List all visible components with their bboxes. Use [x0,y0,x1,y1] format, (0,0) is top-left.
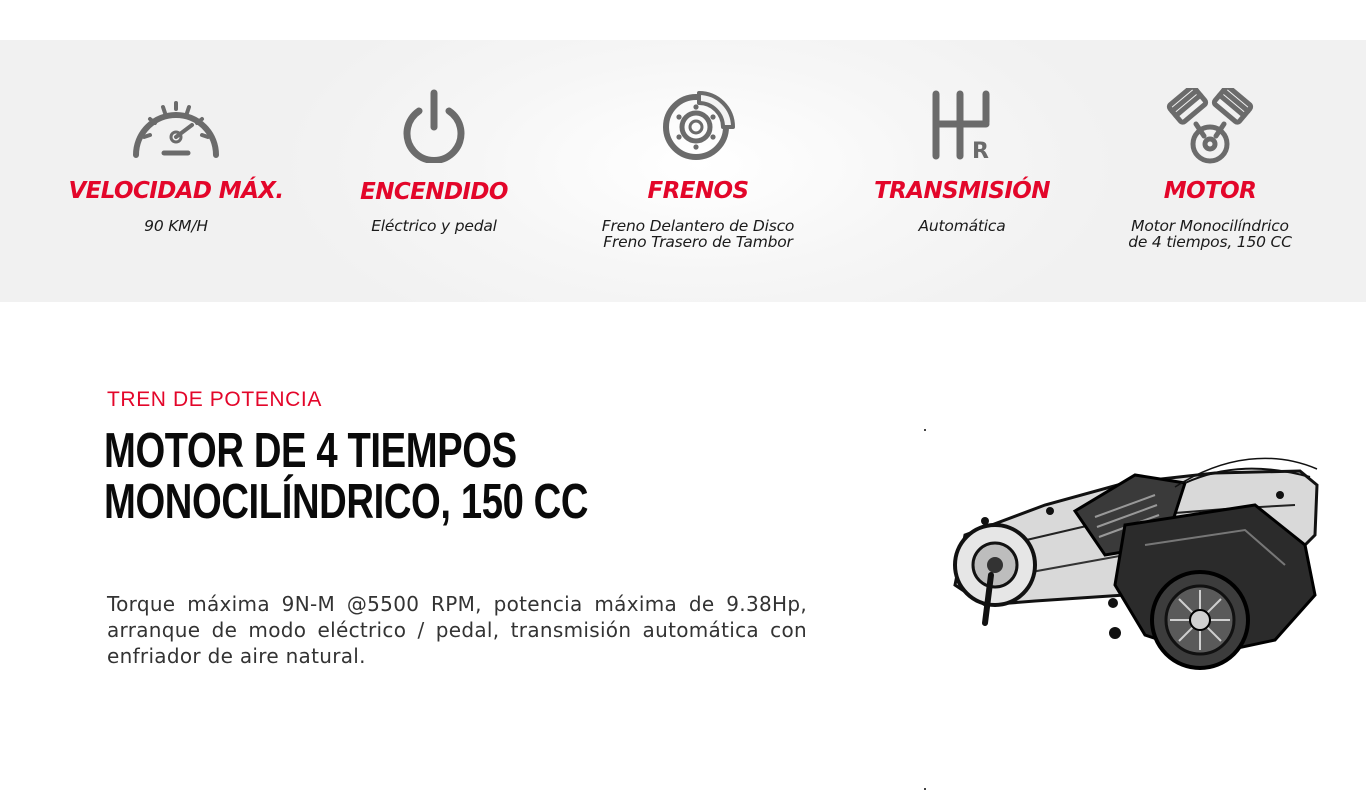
engine-pistons-icon [1080,86,1340,166]
spec-brakes [568,40,828,302]
gear-shift-icon [832,86,1092,166]
section-description: Torque máxima 9N-M @5500 RPM, potencia máxima de 9.38Hp, arranque de modo eléctrico / pedal, transmisión automática con enfriador de aire natural. [107,592,807,668]
speedometer-icon [46,86,306,166]
spec-title: VELOCIDAD MÁX. [68,178,284,204]
spec-max-speed [46,40,306,302]
spec-value-line: Freno Trasero de Tambor [603,233,793,251]
spec-title: FRENOS [647,178,749,204]
spec-value-line: Freno Delantero de Disco [601,217,795,235]
decorative-dot [924,429,926,431]
spec-motor [1080,40,1340,302]
spec-title: ENCENDIDO [360,179,508,205]
headline-line: MOTOR DE 4 TIEMPOS [104,424,517,478]
spec-value [1080,218,1340,250]
spec-ignition [304,40,564,302]
section-eyebrow: TREN DE POTENCIA [107,388,322,411]
spec-value-line: de 4 tiempos, 150 CC [1128,233,1292,251]
specs-band [0,40,1366,302]
engine-image [925,425,1345,675]
spec-value [304,218,564,234]
spec-value [46,218,306,234]
spec-value-line: 90 KM/H [144,217,208,235]
spec-title: TRANSMISIÓN [874,178,1050,204]
spec-value-line: Motor Monocilíndrico [1131,217,1289,235]
spec-value [832,218,1092,234]
headline-line: MONOCILÍNDRICO, 150 CC [104,475,589,529]
spec-transmission [832,40,1092,302]
power-icon [304,86,564,166]
section-headline [104,426,650,528]
decorative-dot [924,788,926,790]
spec-title: MOTOR [1163,178,1257,204]
spec-value [568,218,828,250]
spec-value-line: Eléctrico y pedal [371,217,497,235]
spec-value-line: Automática [918,217,1006,235]
disc-brake-icon [568,86,828,166]
svg-text:R: R [972,139,989,164]
